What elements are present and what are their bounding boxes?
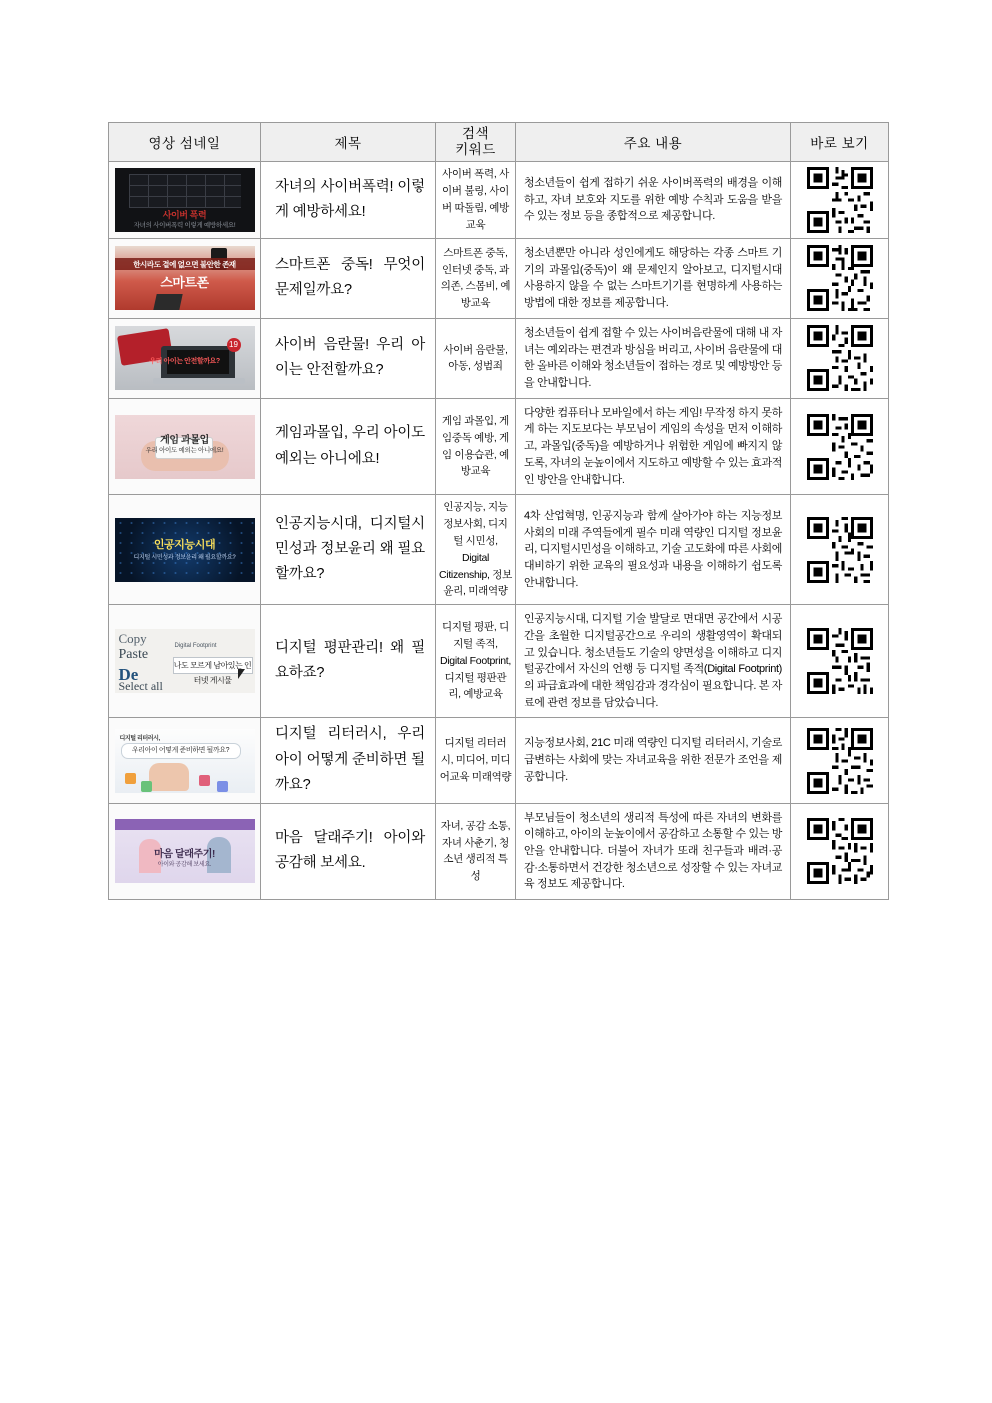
header-content: 주요 내용 bbox=[516, 123, 791, 162]
header-thumbnail: 영상 섬네일 bbox=[109, 123, 261, 162]
video-resource-table bbox=[108, 122, 889, 900]
thumbnail-sublabel: 디지털 시민성과 정보윤리 왜 필요할까요? bbox=[133, 554, 236, 561]
thumbnail-label: 사이버 폭력 bbox=[162, 210, 207, 220]
app-icon bbox=[199, 775, 210, 786]
thumbnail-sublabel: 우리아이 어떻게 준비하면 될까요? bbox=[131, 746, 230, 754]
search-keywords: 게임 과몰입, 게임중독 예방, 게임 이용습관, 예방교육 bbox=[436, 398, 516, 495]
search-keywords: 스마트폰 중독, 인터넷 중독, 과의존, 스몸비, 예방교육 bbox=[436, 239, 516, 319]
video-title: 사이버 음란물! 우리 아이는 안전할까요? bbox=[261, 318, 436, 398]
qr-code-icon[interactable] bbox=[807, 517, 873, 583]
thumbnail-label: 한시라도 곁에 없으면 불안한 존재 bbox=[133, 260, 236, 270]
search-keywords: 자녀, 공감 소통, 자녀 사춘기, 청소년 생리적 특성 bbox=[436, 803, 516, 900]
qr-cell[interactable] bbox=[791, 239, 889, 319]
table-row bbox=[109, 318, 889, 398]
header-title: 제목 bbox=[261, 123, 436, 162]
header-link: 바로 보기 bbox=[791, 123, 889, 162]
video-description: 다양한 컴퓨터나 모바일에서 하는 게임! 무작정 하지 못하게 하는 지도보다는 부모님이 게임의 속성을 먼저 이해하고, 과몰입(중독)을 예방하거나 위험한 게임에 빠지지 않도록, 자녀의 눈높이에서 지도하고 예방할 수 있는 효과적인 방안을 안내합니다. bbox=[516, 398, 791, 495]
cyber-violence-thumbnail bbox=[115, 168, 255, 232]
thumbnail-cell bbox=[109, 239, 261, 319]
thumbnail-art-base bbox=[153, 378, 245, 384]
thumbnail-label: 게임 과몰입 bbox=[160, 434, 209, 446]
video-title: 자녀의 사이버폭력! 이렇게 예방하세요! bbox=[261, 162, 436, 239]
search-keywords: 인공지능, 지능정보사회, 디지털 시민성, Digital Citizenship, 정보윤리, 미래역량 bbox=[436, 495, 516, 605]
app-icon bbox=[217, 781, 228, 792]
header-keyword-line1: 검색 bbox=[461, 126, 490, 142]
comfort-mind-thumbnail bbox=[115, 819, 255, 883]
table-row bbox=[109, 718, 889, 803]
qr-cell[interactable] bbox=[791, 803, 889, 900]
thumbnail-word-copy: Copy bbox=[118, 631, 147, 647]
age-rating-badge: 19 bbox=[227, 338, 241, 352]
video-title: 인공지능시대, 디지털시민성과 정보윤리 왜 필요할까요? bbox=[261, 495, 436, 605]
ai-era-thumbnail bbox=[115, 518, 255, 582]
video-description: 인공지능시대, 디지털 기술 발달로 면대면 공간에서 시공간을 초월한 디지털공간으로 우리의 생활영역이 확대되고 있습니다. 청소년들도 기술의 양면성을 이해하고 디지털공간에서 자신의 언행 등 디지털 족적(Digital Footprint)의 파급효과에 대한 책임감과 경각심이 필요합니다. 본 자료에 관련 정보를 담았습니다. bbox=[516, 605, 791, 718]
search-keywords: 디지털 평판, 디지털 족적, Digital Footprint, 디지털 평판관리, 예방교육 bbox=[436, 605, 516, 718]
search-keywords: 디지털 리터러시, 미디어, 미디어교육 미래역량 bbox=[436, 718, 516, 803]
qr-code-icon[interactable] bbox=[807, 325, 873, 391]
qr-cell[interactable] bbox=[791, 605, 889, 718]
qr-cell[interactable] bbox=[791, 495, 889, 605]
qr-code-icon[interactable] bbox=[807, 414, 873, 480]
thumbnail-label: 인공지능시대 bbox=[153, 538, 216, 551]
thumbnail-cell bbox=[109, 318, 261, 398]
video-description: 4차 산업혁명, 인공지능과 함께 살아가야 하는 지능정보사회의 미래 주역들에게 필수 미래 역량인 디지털 정보윤리, 디지털시민성을 이해하고, 기술 고도화에 따른 사회에 대비하기 위한 교육의 필요성과 내용을 이해하기 쉽도록 안내합니다. bbox=[516, 495, 791, 605]
qr-cell[interactable] bbox=[791, 398, 889, 495]
digital-literacy-thumbnail bbox=[115, 729, 255, 793]
table-row bbox=[109, 162, 889, 239]
video-title: 게임과몰입, 우리 아이도 예외는 아니에요! bbox=[261, 398, 436, 495]
header-keyword bbox=[436, 123, 516, 162]
thumbnail-cell bbox=[109, 803, 261, 900]
thumbnail-art-leg bbox=[153, 294, 182, 310]
thumbnail-sublabel: 우리 아이도 예외는 아니에요! bbox=[145, 446, 224, 454]
qr-code-icon[interactable] bbox=[807, 818, 873, 884]
thumbnail-cell bbox=[109, 605, 261, 718]
thumbnail-cell bbox=[109, 162, 261, 239]
video-title: 디지털 평판관리! 왜 필요하죠? bbox=[261, 605, 436, 718]
table-row bbox=[109, 803, 889, 900]
app-icon bbox=[125, 773, 136, 784]
video-description: 부모님들이 청소년의 생리적 특성에 따른 자녀의 변화를 이해하고, 아이의 눈높이에서 공감하고 소통할 수 있는 방안을 안내합니다. 더불어 자녀가 또래 친구들과 배려·공감·소통하면서 건강한 청소년으로 성장할 수 있는 자녀교육 정보도 제공합니다. bbox=[516, 803, 791, 900]
video-description: 청소년들이 쉽게 접할 수 있는 사이버음란물에 대해 내 자녀는 예외라는 편견과 방심을 버리고, 사이버 음란물에 대한 올바른 이해와 청소년들이 접하는 경로 및 예방방안 등을 안내합니다. bbox=[516, 318, 791, 398]
qr-code-icon[interactable] bbox=[807, 628, 873, 694]
video-description: 청소년들이 쉽게 접하기 쉬운 사이버폭력의 배경을 이해하고, 자녀 보호와 지도를 위한 예방 수칙과 도움을 받을 수 있는 정보 등을 종합적으로 제공합니다. bbox=[516, 162, 791, 239]
table-body bbox=[109, 162, 889, 900]
table-row bbox=[109, 398, 889, 495]
table-row bbox=[109, 239, 889, 319]
thumbnail-sublabel: 스마트폰 bbox=[160, 275, 209, 291]
thumbnail-label: 마음 달래주기! bbox=[154, 849, 215, 861]
cursor-icon bbox=[238, 669, 245, 679]
qr-cell[interactable] bbox=[791, 718, 889, 803]
thumbnail-label: 디지털 리터러시, bbox=[119, 735, 160, 742]
thumbnail-cell bbox=[109, 398, 261, 495]
video-title: 마음 달래주기! 아이와 공감해 보세요. bbox=[261, 803, 436, 900]
video-description: 지능정보사회, 21C 미래 역량인 디지털 리터러시, 기술로 급변하는 사회에 맞는 자녀교육을 위한 전문가 조언을 제공합니다. bbox=[516, 718, 791, 803]
header-keyword-line2: 키워드 bbox=[455, 142, 496, 157]
thumbnail-word-delete: De bbox=[118, 665, 139, 685]
table-header-row bbox=[109, 123, 889, 162]
digital-reputation-thumbnail bbox=[115, 629, 255, 693]
thumbnail-sublabel: 아이와 공감해 보세요. bbox=[157, 862, 212, 869]
thumbnail-label: 우리 아이는 안전할까요? bbox=[149, 358, 220, 366]
qr-code-icon[interactable] bbox=[807, 167, 873, 233]
qr-code-icon[interactable] bbox=[807, 245, 873, 311]
thumbnail-cell bbox=[109, 495, 261, 605]
thumbnail-word-paste: Paste bbox=[118, 647, 149, 663]
thumbnail-cell bbox=[109, 718, 261, 803]
qr-cell[interactable] bbox=[791, 318, 889, 398]
table-row bbox=[109, 495, 889, 605]
cyber-obscenity-thumbnail bbox=[115, 326, 255, 390]
game-immersion-thumbnail bbox=[115, 415, 255, 479]
thumbnail-art bbox=[129, 174, 241, 208]
video-title: 디지털 리터러시, 우리 아이 어떻게 준비하면 될까요? bbox=[261, 718, 436, 803]
video-description: 청소년뿐만 아니라 성인에게도 해당하는 각종 스마트 기기의 과몰입(중독)이 왜 문제인지 알아보고, 디지털시대 사용하지 않을 수 없는 스마트기기를 현명하게 사용하는 방법에 대한 정보를 제공합니다. bbox=[516, 239, 791, 319]
search-keywords: 사이버 폭력, 사이버 불링, 사이버 따돌림, 예방교육 bbox=[436, 162, 516, 239]
thumbnail-band bbox=[115, 819, 255, 830]
smartphone-addiction-thumbnail bbox=[115, 246, 255, 310]
thumbnail-bubble bbox=[121, 743, 241, 759]
video-title: 스마트폰 중독! 무엇이 문제일까요? bbox=[261, 239, 436, 319]
thumbnail-art-hand bbox=[149, 763, 189, 791]
thumbnail-word-selectall: Select all bbox=[118, 679, 163, 694]
qr-code-icon[interactable] bbox=[807, 728, 873, 794]
search-keywords: 사이버 음란물, 아동, 성범죄 bbox=[436, 318, 516, 398]
thumbnail-small-note: Digital Footprint bbox=[174, 643, 217, 650]
thumbnail-sublabel: 자녀의 사이버폭력 이렇게 예방하세요! bbox=[133, 222, 236, 229]
qr-cell[interactable] bbox=[791, 162, 889, 239]
app-icon bbox=[141, 781, 152, 792]
table-row bbox=[109, 605, 889, 718]
thumbnail-label: 나도 모르게 남아있는 인터넷 게시물 bbox=[173, 661, 252, 686]
